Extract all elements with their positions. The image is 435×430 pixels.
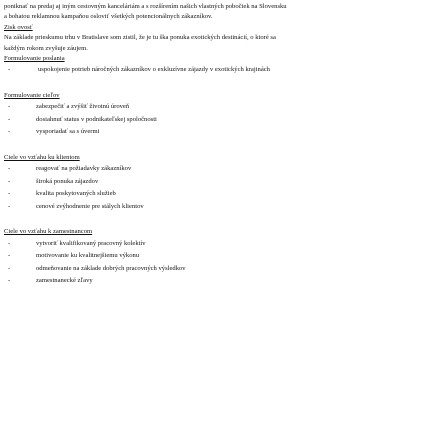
zamestnanci-item	[4, 263, 429, 276]
ciele-item	[4, 101, 429, 114]
bullet-dash: -	[8, 202, 11, 210]
klienti-item	[4, 188, 429, 201]
ciele-heading: Formulovanie cieľov	[4, 91, 60, 99]
zamestnanci-item-text: motivovanie ku kvalitnejšiemu výkonu	[36, 252, 140, 260]
bullet-dash: -	[8, 66, 11, 74]
klienti-item-text: reagovať na požiadavky zákazníkov	[36, 165, 132, 173]
poslanie-item	[4, 64, 429, 77]
bullet-dash: -	[8, 128, 11, 136]
bullet-dash: -	[8, 252, 11, 260]
klienti-item	[4, 176, 429, 189]
poslanie-heading: Formulovanie poslania	[4, 55, 65, 63]
klienti-item-text: cenové zvýhodnenie pre stálych klientov	[36, 202, 144, 210]
bullet-dash: -	[8, 115, 11, 123]
bullet-dash: -	[8, 239, 11, 247]
zamestnanci-item	[4, 250, 429, 263]
klienti-item	[4, 163, 429, 176]
ciele-item-text: vysporiadať sa s úvermi	[36, 128, 100, 136]
bullet-dash: -	[8, 264, 11, 272]
zamestnanci-item	[4, 275, 429, 288]
bullet-dash: -	[8, 165, 11, 173]
zamestnanci-item-text: vytvoriť kvalifikovaný pracovný kolektív	[36, 239, 146, 247]
zamestnanci-heading: Ciele vo vzťahu k zamestnancom	[4, 228, 93, 236]
klienti-item	[4, 201, 429, 214]
zistovost-heading: Zisk ovosť	[4, 23, 33, 31]
zistovost-line-2: každým rokom zvyšuje záujem.	[4, 44, 88, 52]
ciele-item-text: dosiahnuť status v podnikateľskej spoločnosti	[36, 115, 157, 123]
intro-line-2: a bohatou reklamnou kampaňou osloviť všetkých potencionálnych zákazníkov.	[4, 13, 213, 21]
klienti-item-text: kvalita poskytovaných služieb	[36, 190, 116, 198]
poslanie-text: uspokojenie potrieb náročných zákazníkov o exkluzívne zájazdy v exotických krajinách	[38, 66, 270, 74]
ciele-item	[4, 114, 429, 127]
bullet-dash: -	[8, 103, 11, 111]
klienti-item-text: široká ponuka zájazdov	[36, 177, 99, 185]
zamestnanci-item-text: odmeňovanie na základe dobrých pracovných výsledkov	[36, 264, 186, 272]
ciele-item-text: zabezpečiť a zvýšiť životnú úroveň	[36, 103, 130, 111]
bullet-dash: -	[8, 177, 11, 185]
klienti-heading: Ciele vo vzťahu ku klientom	[4, 153, 80, 161]
zamestnanci-item-text: zamestnanecké zľavy	[36, 277, 93, 285]
zamestnanci-item	[4, 238, 429, 251]
intro-line-1: poniknať na predaj aj iným cestovným kanceláriám a s rozšírením našich vlastných pobočiek na Slovensku	[4, 3, 287, 10]
document-page	[4, 2, 429, 288]
bullet-dash: -	[8, 277, 11, 285]
ciele-item	[4, 126, 429, 139]
zistovost-line-1: Na základe prieskumu trhu v Bratislave som zistil, že je tu ška ponuka exotických destinácií, o ktoré sa	[4, 34, 276, 42]
bullet-dash: -	[8, 190, 11, 198]
